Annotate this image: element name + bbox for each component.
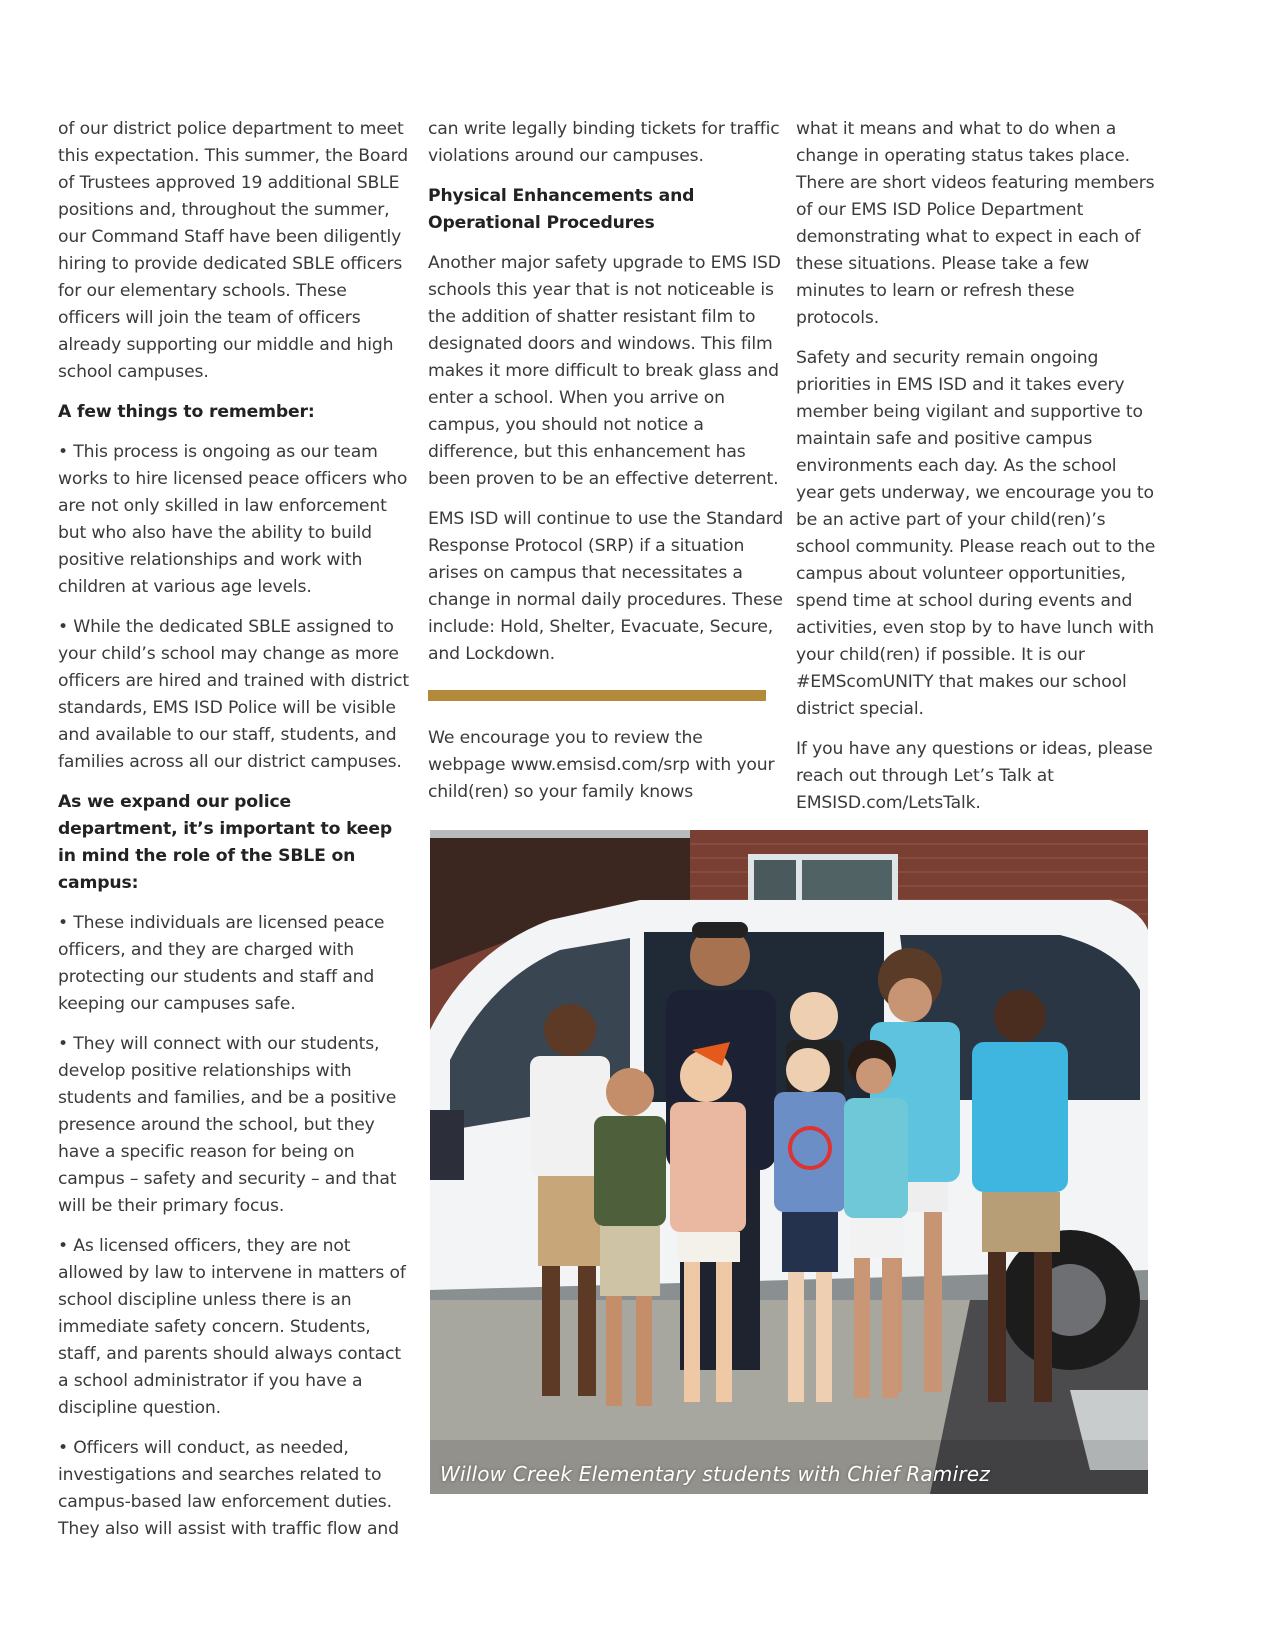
gold-divider — [428, 690, 766, 701]
section-heading-physical-enhancements: Physical Enhancements and Operational Procedures — [428, 186, 695, 233]
section-heading-remember: A few things to remember: — [58, 402, 315, 422]
paragraph: can write legally binding tickets for traffic violations around our campuses. — [428, 119, 780, 166]
bullet-item: • While the dedicated SBLE assigned to your child’s school may change as more officers are hired and trained with district standards, EMS ISD Police will be visible and available to our staff, students, and families across all our district campuses. — [58, 617, 409, 772]
paragraph: what it means and what to do when a change in operating status takes place. There are short videos featuring members of our EMS ISD Police Department demonstrating what to expect in each of these situations. Please take a few minutes to learn or refresh these protocols. — [796, 119, 1155, 328]
bullet-item: • They will connect with our students, develop positive relationships with students and families, and be a positive presence around the school, but they have a specific reason for being on campus – safety and security – and that will be their primary focus. — [58, 1034, 397, 1216]
canopy-edge — [430, 830, 690, 838]
paragraph: Safety and security remain ongoing priorities in EMS ISD and it takes every member being vigilant and supportive to maintain safe and positive campus environments each day. As the school year gets underway, we encourage you to be an active part of your child(ren)’s school community. Please reach out to the campus about volunteer opportunities, spend time at school during events and activities, even stop by to have lunch with your child(ren) if possible. It is our #EMScomUNITY that makes our school district special. — [796, 348, 1156, 719]
column-1 — [58, 116, 414, 1556]
intro-paragraph: of our district police department to meet this expectation. This summer, the Board of Trustees approved 19 additional SBLE positions and, throughout the summer, our Command Staff have been diligently hiring to provide dedicated SBLE officers for our elementary schools. These officers will join the team of officers already supporting our middle and high school campuses. — [58, 119, 408, 382]
bullet-item: • These individuals are licensed peace officers, and they are charged with protecting our students and staff and keeping our campuses safe. — [58, 913, 385, 1014]
bullet-item: • Officers will conduct, as needed, investigations and searches related to campus-based law enforcement duties. They also will assist with traffic flow and — [58, 1438, 399, 1539]
paragraph: We encourage you to review the webpage www.emsisd.com/srp with your child(ren) so your family knows — [428, 728, 775, 802]
bullet-item: • This process is ongoing as our team works to hire licensed peace officers who are not only skilled in law enforcement but who also have the ability to build positive relationships and work with children at various age levels. — [58, 442, 408, 597]
column-3 — [796, 116, 1156, 830]
photo-caption: Willow Creek Elementary students with Chief Ramirez — [440, 1462, 990, 1486]
paragraph: EMS ISD will continue to use the Standard Response Protocol (SRP) if a situation arises on campus that necessitates a change in normal daily procedures. These include: Hold, Shelter, Evacuate, Secure, and Lockdown. — [428, 509, 784, 664]
bullet-item: • As licensed officers, they are not allowed by law to intervene in matters of school discipline unless there is an immediate safety concern. Students, staff, and parents should always contact a school administrator if you have a discipline question. — [58, 1236, 406, 1418]
paragraph: Another major safety upgrade to EMS ISD schools this year that is not noticeable is the addition of shatter resistant film to designated doors and windows. This film makes it more difficult to break glass and enter a school. When you arrive on campus, you should not notice a difference, but this enhancement has been proven to be an effective deterrent. — [428, 253, 781, 489]
paragraph: If you have any questions or ideas, please reach out through Let’s Talk at EMSISD.com/LetsTalk. — [796, 739, 1153, 813]
section-heading-sble-role: As we expand our police department, it’s important to keep in mind the role of the SBLE on campus: — [58, 792, 393, 893]
group-photo — [430, 830, 1148, 1494]
photo-illustration — [430, 830, 1148, 1494]
column-2 — [428, 116, 784, 819]
police-emblem — [430, 1110, 464, 1180]
